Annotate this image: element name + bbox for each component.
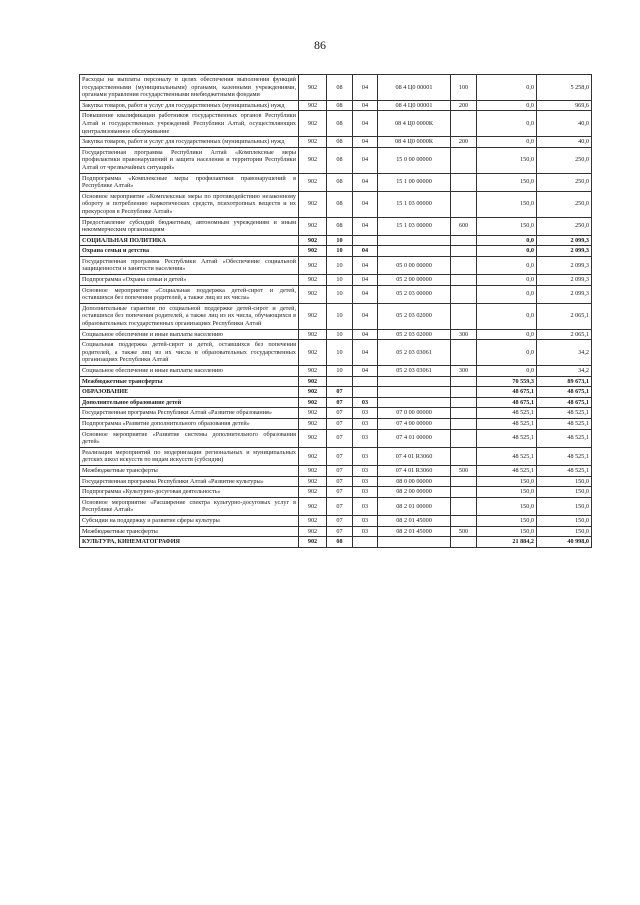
amount-1-cell: 0,0 [477,329,537,340]
expense-type-cell [451,147,477,173]
subsection-code-cell: 04 [353,173,378,191]
section-code-cell: 07 [327,429,353,447]
expense-type-cell [451,173,477,191]
target-article-cell: 08 0 00 00000 [378,476,451,487]
grbs-code-cell: 902 [299,497,327,515]
expense-type-cell [451,408,477,419]
item-name-cell: Дополнительное образование детей [80,397,299,408]
section-code-cell: 08 [327,537,353,548]
table-row [80,526,592,537]
amount-1-cell: 48 525,1 [477,429,537,447]
table-row [80,397,592,408]
expense-type-cell [451,387,477,398]
table-row [80,487,592,498]
amount-2-cell: 34,2 [537,340,592,366]
item-name-cell: Закупка товаров, работ и услуг для государственных (муниципальных) нужд [80,100,299,111]
amount-2-cell: 48 525,1 [537,429,592,447]
subsection-code-cell: 03 [353,465,378,476]
amount-1-cell: 150,0 [477,487,537,498]
expense-type-cell: 500 [451,465,477,476]
section-code-cell: 10 [327,275,353,286]
target-article-cell [378,537,451,548]
subsection-code-cell: 03 [353,497,378,515]
grbs-code-cell: 902 [299,387,327,398]
target-article-cell: 15 0 00 00000 [378,147,451,173]
item-name-cell: Расходы на выплаты персоналу в целях обеспечения выполнения функций государственными (муниципальными) органами, казенными учреждениями, органами управления государственными внебюджетными фондами [80,75,299,101]
amount-1-cell: 0,0 [477,246,537,257]
target-article-cell [378,387,451,398]
section-code-cell: 07 [327,465,353,476]
table-row [80,465,592,476]
target-article-cell: 05 2 03 03061 [378,366,451,377]
expense-type-cell [451,447,477,465]
target-article-cell: 05 2 03 02000 [378,329,451,340]
target-article-cell: 08 4 Ц0 00001 [378,75,451,101]
subsection-code-cell: 03 [353,429,378,447]
grbs-code-cell: 902 [299,285,327,303]
amount-2-cell: 48 525,1 [537,408,592,419]
table-row [80,303,592,329]
subsection-code-cell: 04 [353,137,378,148]
target-article-cell: 07 0 00 00000 [378,408,451,419]
amount-1-cell: 150,0 [477,526,537,537]
amount-1-cell: 48 675,1 [477,397,537,408]
table-row [80,537,592,548]
amount-2-cell: 150,0 [537,515,592,526]
amount-1-cell: 48 525,1 [477,465,537,476]
target-article-cell: 08 4 Ц0 0000К [378,137,451,148]
amount-1-cell: 150,0 [477,191,537,217]
budget-table [79,74,592,548]
subsection-code-cell: 04 [353,217,378,235]
amount-2-cell: 2 099,3 [537,275,592,286]
grbs-code-cell: 902 [299,465,327,476]
grbs-code-cell: 902 [299,173,327,191]
section-code-cell: 07 [327,397,353,408]
subsection-code-cell: 04 [353,111,378,137]
expense-type-cell [451,497,477,515]
amount-2-cell: 2 099,3 [537,246,592,257]
table-row [80,497,592,515]
expense-type-cell: 200 [451,100,477,111]
table-row [80,191,592,217]
subsection-code-cell [353,387,378,398]
grbs-code-cell: 902 [299,418,327,429]
grbs-code-cell: 902 [299,256,327,274]
grbs-code-cell: 902 [299,217,327,235]
grbs-code-cell: 902 [299,137,327,148]
amount-2-cell: 2 065,1 [537,303,592,329]
target-article-cell: 08 2 00 00000 [378,487,451,498]
section-code-cell: 07 [327,487,353,498]
section-code-cell: 07 [327,387,353,398]
amount-2-cell: 48 675,1 [537,387,592,398]
subsection-code-cell: 04 [353,340,378,366]
expense-type-cell [451,340,477,366]
target-article-cell: 05 2 03 03061 [378,340,451,366]
amount-1-cell: 150,0 [477,173,537,191]
grbs-code-cell: 902 [299,429,327,447]
item-name-cell: Государственная программа Республики Алтай «Комплексные меры профилактики правонарушений и защита населения и территории Республики Алтай от чрезвычайных ситуаций» [80,147,299,173]
subsection-code-cell [353,235,378,246]
amount-1-cell: 0,0 [477,303,537,329]
item-name-cell: Повышение квалификации работников государственных органов Республики Алтай и государственных учреждений Республики Алтай, осуществляющих централизованное обслуживание [80,111,299,137]
grbs-code-cell: 902 [299,487,327,498]
table-row [80,246,592,257]
grbs-code-cell: 902 [299,329,327,340]
item-name-cell: Подпрограмма «Культурно-досуговая деятельность» [80,487,299,498]
item-name-cell: Охрана семьи и детства [80,246,299,257]
amount-2-cell: 250,0 [537,173,592,191]
amount-1-cell: 70 559,3 [477,376,537,387]
grbs-code-cell: 902 [299,476,327,487]
section-code-cell: 07 [327,408,353,419]
item-name-cell: Социальное обеспечение и иные выплаты населению [80,366,299,377]
expense-type-cell: 100 [451,75,477,101]
table-row [80,173,592,191]
grbs-code-cell: 902 [299,537,327,548]
item-name-cell: Подпрограмма «Охрана семьи и детей» [80,275,299,286]
item-name-cell: Государственная программа Республики Алтай «Развитие образования» [80,408,299,419]
target-article-cell [378,246,451,257]
subsection-code-cell: 04 [353,246,378,257]
item-name-cell: Реализация мероприятий по модернизации региональных и муниципальных детских школ искусств по видам искусств (субсидии) [80,447,299,465]
grbs-code-cell: 902 [299,340,327,366]
grbs-code-cell: 902 [299,191,327,217]
amount-1-cell: 48 675,1 [477,387,537,398]
amount-2-cell: 40 998,0 [537,537,592,548]
target-article-cell: 05 2 03 00000 [378,285,451,303]
target-article-cell: 07 4 01 R3060 [378,465,451,476]
target-article-cell: 15 1 03 00000 [378,191,451,217]
section-code-cell: 07 [327,476,353,487]
table-row [80,75,592,101]
subsection-code-cell: 03 [353,515,378,526]
section-code-cell: 07 [327,526,353,537]
table-body [80,75,592,548]
subsection-code-cell: 03 [353,397,378,408]
table-row [80,515,592,526]
subsection-code-cell: 04 [353,303,378,329]
amount-2-cell: 250,0 [537,191,592,217]
item-name-cell: Предоставление субсидий бюджетным, автономным учреждениям и иным некоммерческим организациям [80,217,299,235]
target-article-cell: 05 2 00 00000 [378,275,451,286]
section-code-cell: 10 [327,246,353,257]
amount-2-cell: 5 258,0 [537,75,592,101]
section-code-cell: 08 [327,147,353,173]
amount-1-cell: 150,0 [477,147,537,173]
expense-type-cell [451,397,477,408]
table-row [80,429,592,447]
target-article-cell: 07 4 00 00000 [378,418,451,429]
amount-1-cell: 0,0 [477,340,537,366]
grbs-code-cell: 902 [299,447,327,465]
target-article-cell: 15 1 03 00000 [378,217,451,235]
subsection-code-cell: 04 [353,256,378,274]
item-name-cell: Основное мероприятие «Развитие системы дополнительного образования детей» [80,429,299,447]
amount-2-cell: 89 673,1 [537,376,592,387]
item-name-cell: Межбюджетные трансферты [80,465,299,476]
amount-2-cell: 40,0 [537,137,592,148]
amount-1-cell: 21 884,2 [477,537,537,548]
section-code-cell: 10 [327,235,353,246]
table-row [80,447,592,465]
item-name-cell: КУЛЬТУРА, КИНЕМАТОГРАФИЯ [80,537,299,548]
table-row [80,111,592,137]
amount-2-cell: 2 065,1 [537,329,592,340]
item-name-cell: Межбюджетные трансферты [80,526,299,537]
amount-2-cell: 2 099,3 [537,235,592,246]
item-name-cell: Подпрограмма «Комплексные меры профилактики правонарушений в Республике Алтай» [80,173,299,191]
expense-type-cell [451,256,477,274]
amount-2-cell: 250,0 [537,147,592,173]
table-row [80,418,592,429]
item-name-cell: Социальная поддержка детей-сирот и детей, оставшихся без попечения родителей, а также лиц из их числа в образовательных государственных организациях Республики Алтай [80,340,299,366]
expense-type-cell [451,537,477,548]
amount-2-cell: 34,2 [537,366,592,377]
grbs-code-cell: 902 [299,235,327,246]
amount-2-cell: 150,0 [537,526,592,537]
expense-type-cell: 200 [451,137,477,148]
section-code-cell: 10 [327,303,353,329]
subsection-code-cell: 03 [353,476,378,487]
expense-type-cell [451,235,477,246]
section-code-cell: 07 [327,447,353,465]
item-name-cell: Дополнительные гарантии по социальной поддержке детей-сирот и детей, оставшихся без попечения родителей, а также лиц из их числа, обучающихся в образовательных государственных организациях Республики Алтай [80,303,299,329]
amount-1-cell: 0,0 [477,285,537,303]
target-article-cell: 08 4 Ц0 00001 [378,100,451,111]
section-code-cell: 08 [327,75,353,101]
section-code-cell: 10 [327,366,353,377]
target-article-cell: 07 4 01 00000 [378,429,451,447]
expense-type-cell: 600 [451,217,477,235]
expense-type-cell [451,487,477,498]
amount-1-cell: 0,0 [477,111,537,137]
target-article-cell: 08 2 01 45000 [378,526,451,537]
expense-type-cell [451,376,477,387]
section-code-cell [327,376,353,387]
table-row [80,147,592,173]
subsection-code-cell [353,376,378,387]
table-row [80,408,592,419]
table-row [80,137,592,148]
expense-type-cell [451,191,477,217]
amount-2-cell: 250,0 [537,217,592,235]
section-code-cell: 07 [327,497,353,515]
item-name-cell: Государственная программа Республики Алтай «Обеспечение социальной защищенности и занятости населения» [80,256,299,274]
section-code-cell: 08 [327,100,353,111]
table-row [80,340,592,366]
page-number: 86 [314,38,326,52]
subsection-code-cell: 03 [353,487,378,498]
target-article-cell: 05 2 03 02000 [378,303,451,329]
item-name-cell: Межбюджетные трансферты [80,376,299,387]
amount-2-cell: 150,0 [537,476,592,487]
subsection-code-cell: 04 [353,191,378,217]
table-row [80,285,592,303]
target-article-cell [378,235,451,246]
expense-type-cell: 300 [451,366,477,377]
item-name-cell: Субсидии на поддержку и развитие сферы культуры [80,515,299,526]
table-row [80,235,592,246]
grbs-code-cell: 902 [299,75,327,101]
grbs-code-cell: 902 [299,111,327,137]
subsection-code-cell: 03 [353,408,378,419]
expense-type-cell [451,429,477,447]
expense-type-cell [451,515,477,526]
subsection-code-cell: 03 [353,447,378,465]
section-code-cell: 10 [327,256,353,274]
amount-2-cell: 48 525,1 [537,465,592,476]
expense-type-cell [451,476,477,487]
grbs-code-cell: 902 [299,246,327,257]
subsection-code-cell: 04 [353,100,378,111]
amount-1-cell: 150,0 [477,515,537,526]
table-row [80,329,592,340]
target-article-cell [378,376,451,387]
item-name-cell: Социальное обеспечение и иные выплаты населению [80,329,299,340]
grbs-code-cell: 902 [299,366,327,377]
grbs-code-cell: 902 [299,376,327,387]
item-name-cell: Закупка товаров, работ и услуг для государственных (муниципальных) нужд [80,137,299,148]
section-code-cell: 08 [327,137,353,148]
table-row [80,100,592,111]
amount-1-cell: 0,0 [477,75,537,101]
amount-2-cell: 969,6 [537,100,592,111]
target-article-cell: 08 4 Ц0 0000К [378,111,451,137]
amount-2-cell: 48 525,1 [537,447,592,465]
grbs-code-cell: 902 [299,100,327,111]
table-row [80,366,592,377]
grbs-code-cell: 902 [299,275,327,286]
table-row [80,376,592,387]
table-row [80,217,592,235]
section-code-cell: 10 [327,340,353,366]
item-name-cell: Основное мероприятие «Расширение спектра культурно-досуговых услуг в Республике Алтай» [80,497,299,515]
item-name-cell: ОБРАЗОВАНИЕ [80,387,299,398]
amount-2-cell: 40,0 [537,111,592,137]
subsection-code-cell: 04 [353,275,378,286]
item-name-cell: Подпрограмма «Развитие дополнительного образования детей» [80,418,299,429]
amount-1-cell: 48 525,1 [477,447,537,465]
amount-2-cell: 2 099,3 [537,285,592,303]
grbs-code-cell: 902 [299,408,327,419]
amount-1-cell: 48 525,1 [477,408,537,419]
subsection-code-cell: 04 [353,329,378,340]
subsection-code-cell: 04 [353,147,378,173]
expense-type-cell: 500 [451,526,477,537]
expense-type-cell [451,285,477,303]
section-code-cell: 08 [327,173,353,191]
section-code-cell: 08 [327,191,353,217]
subsection-code-cell: 04 [353,285,378,303]
section-code-cell: 10 [327,329,353,340]
target-article-cell [378,397,451,408]
section-code-cell: 07 [327,515,353,526]
amount-2-cell: 48 675,1 [537,397,592,408]
amount-1-cell: 0,0 [477,366,537,377]
section-code-cell: 10 [327,285,353,303]
grbs-code-cell: 902 [299,397,327,408]
subsection-code-cell: 04 [353,366,378,377]
amount-1-cell: 0,0 [477,235,537,246]
section-code-cell: 08 [327,111,353,137]
target-article-cell: 08 2 01 00000 [378,497,451,515]
grbs-code-cell: 902 [299,515,327,526]
amount-1-cell: 0,0 [477,100,537,111]
target-article-cell: 07 4 01 R3060 [378,447,451,465]
amount-1-cell: 0,0 [477,256,537,274]
target-article-cell: 05 0 00 00000 [378,256,451,274]
amount-1-cell: 150,0 [477,476,537,487]
amount-1-cell: 48 525,1 [477,418,537,429]
section-code-cell: 08 [327,217,353,235]
amount-1-cell: 150,0 [477,497,537,515]
item-name-cell: СОЦИАЛЬНАЯ ПОЛИТИКА [80,235,299,246]
subsection-code-cell: 03 [353,526,378,537]
expense-type-cell [451,246,477,257]
amount-1-cell: 0,0 [477,275,537,286]
expense-type-cell [451,275,477,286]
subsection-code-cell: 04 [353,75,378,101]
target-article-cell: 15 1 00 00000 [378,173,451,191]
amount-2-cell: 48 525,1 [537,418,592,429]
section-code-cell: 07 [327,418,353,429]
expense-type-cell [451,111,477,137]
table-row [80,256,592,274]
item-name-cell: Основное мероприятие «Комплексные меры по противодействию незаконному обороту и потреблению наркотических средств, психотропных веществ и их прекурсоров в Республике Алтай» [80,191,299,217]
target-article-cell: 08 2 01 45000 [378,515,451,526]
subsection-code-cell: 03 [353,418,378,429]
table-row [80,476,592,487]
grbs-code-cell: 902 [299,303,327,329]
grbs-code-cell: 902 [299,147,327,173]
subsection-code-cell [353,537,378,548]
table-row [80,387,592,398]
expense-type-cell [451,303,477,329]
amount-2-cell: 2 099,3 [537,256,592,274]
item-name-cell: Государственная программа Республики Алтай «Развитие культуры» [80,476,299,487]
amount-2-cell: 150,0 [537,497,592,515]
amount-2-cell: 150,0 [537,487,592,498]
expense-type-cell [451,418,477,429]
item-name-cell: Основное мероприятие «Социальная поддержка детей-сирот и детей, оставшихся без попечения родителей, а также лиц из их числа» [80,285,299,303]
expense-type-cell: 300 [451,329,477,340]
amount-1-cell: 150,0 [477,217,537,235]
table-row [80,275,592,286]
grbs-code-cell: 902 [299,526,327,537]
amount-1-cell: 0,0 [477,137,537,148]
